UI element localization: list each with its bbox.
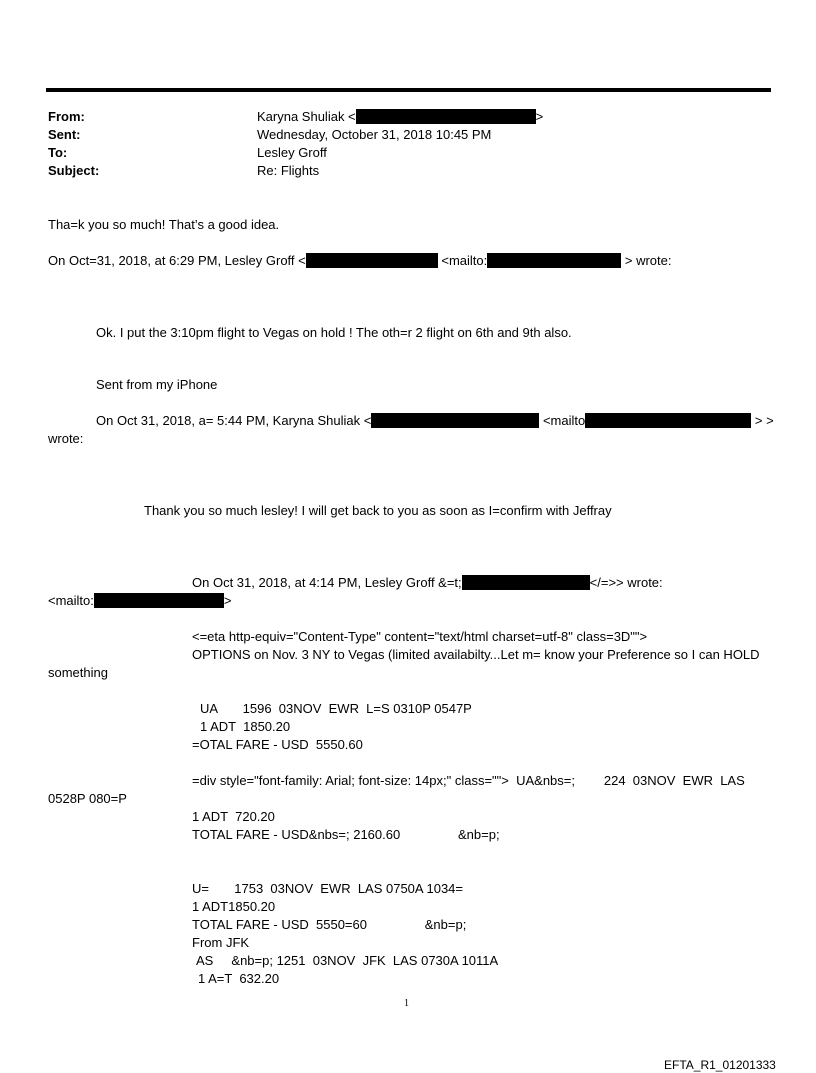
to-label: To: <box>48 145 68 160</box>
to-value: Lesley Groff <box>257 145 327 160</box>
flight-2-wrap: 0528P 080=P <box>48 791 127 806</box>
quote-header-1-wrote: > wrote: <box>624 253 672 268</box>
sent-value: Wednesday, October 31, 2018 10:45 PM <box>257 127 492 142</box>
header-rule <box>46 88 771 92</box>
subject-label: Subject: <box>48 163 100 178</box>
flight-1-line-1: UA 1596 03NOV EWR L=S 0310P 0547P <box>200 701 472 716</box>
quote-header-3-wrote: </=>> wrote: <box>589 575 663 590</box>
flight-3-line-1: U= 1753 03NOV EWR LAS 0750A 1034= <box>192 881 463 896</box>
redaction-box <box>462 575 590 590</box>
quote-header-1-mailto: <mailto: <box>441 253 488 268</box>
quote-header-3-mailto <box>48 593 231 609</box>
redaction-box <box>94 593 224 608</box>
from-value <box>257 109 543 125</box>
quote-header-1 <box>48 253 672 269</box>
quote-header-2-close: > > <box>754 413 774 428</box>
page-number: 1 <box>404 998 409 1009</box>
from-label: From: <box>48 109 85 124</box>
body-line-iphone: Sent from my iPhone <box>96 377 218 392</box>
flight-2-line-3: TOTAL FARE - USD&nbs=; 2160.60 &nb=p; <box>192 827 500 842</box>
options-line: OPTIONS on Nov. 3 NY to Vegas (limited availabilty...Let m= know your Preference so I can HOLD <box>192 647 760 662</box>
redaction-box <box>487 253 621 268</box>
body-line-thankyou: Thank you so much lesley! I will get back to you as soon as I=confirm with Jeffray <box>144 503 612 518</box>
redaction-box <box>306 253 438 268</box>
redaction-box <box>585 413 751 428</box>
flight-1-line-3: =OTAL FARE - USD 5550.60 <box>192 737 363 752</box>
meta-line: <=eta http-equiv="Content-Type" content="text/html charset=utf-8" class=3D""> <box>192 629 648 644</box>
options-wrap: something <box>48 665 108 680</box>
quote-header-2-wrap: wrote: <box>48 431 84 446</box>
quote-header-2 <box>96 413 774 429</box>
quote-header-2-mailto: <mailto <box>542 413 586 428</box>
from-jfk-line: From JFK <box>192 935 250 950</box>
redaction-box <box>356 109 536 124</box>
flight-3-line-3: TOTAL FARE - USD 5550=60 &nb=p; <box>192 917 467 932</box>
subject-value: Re: Flights <box>257 163 320 178</box>
flight-2-line-1: =div style="font-family: Arial; font-size: 14px;" class=""> UA&nbs=; 224 03NOV EWR LAS <box>192 773 745 788</box>
flight-1-line-2: 1 ADT 1850.20 <box>200 719 291 734</box>
from-name: Karyna Shuliak < <box>257 109 356 124</box>
document-id: EFTA_R1_01201333 <box>664 1058 776 1072</box>
flight-2-line-2: 1 ADT 720.20 <box>192 809 275 824</box>
flight-4-line-2: 1 A=T 632.20 <box>198 971 280 986</box>
quote-header-3 <box>192 575 663 591</box>
flight-4-line-1: AS &nb=p; 1251 03NOV JFK LAS 0730A 1011A <box>196 953 499 968</box>
quote-header-3-mailto-close: > <box>223 593 232 608</box>
redaction-box <box>371 413 539 428</box>
from-close: > <box>535 109 544 124</box>
quote-header-2-text: On Oct 31, 2018, a= 5:44 PM, Karyna Shuliak < <box>96 413 372 428</box>
body-line-hold: Ok. I put the 3:10pm flight to Vegas on hold ! The oth=r 2 flight on 6th and 9th also. <box>96 325 572 340</box>
body-line-thanks: Tha=k you so much! That’s a good idea. <box>48 217 280 232</box>
quote-header-3-mailto-label: <mailto: <box>48 593 94 608</box>
flight-3-line-2: 1 ADT1850.20 <box>192 899 276 914</box>
sent-label: Sent: <box>48 127 81 142</box>
quote-header-3-text: On Oct 31, 2018, at 4:14 PM, Lesley Groff &=t; <box>192 575 462 590</box>
quote-header-1-text: On Oct=31, 2018, at 6:29 PM, Lesley Groff < <box>48 253 306 268</box>
